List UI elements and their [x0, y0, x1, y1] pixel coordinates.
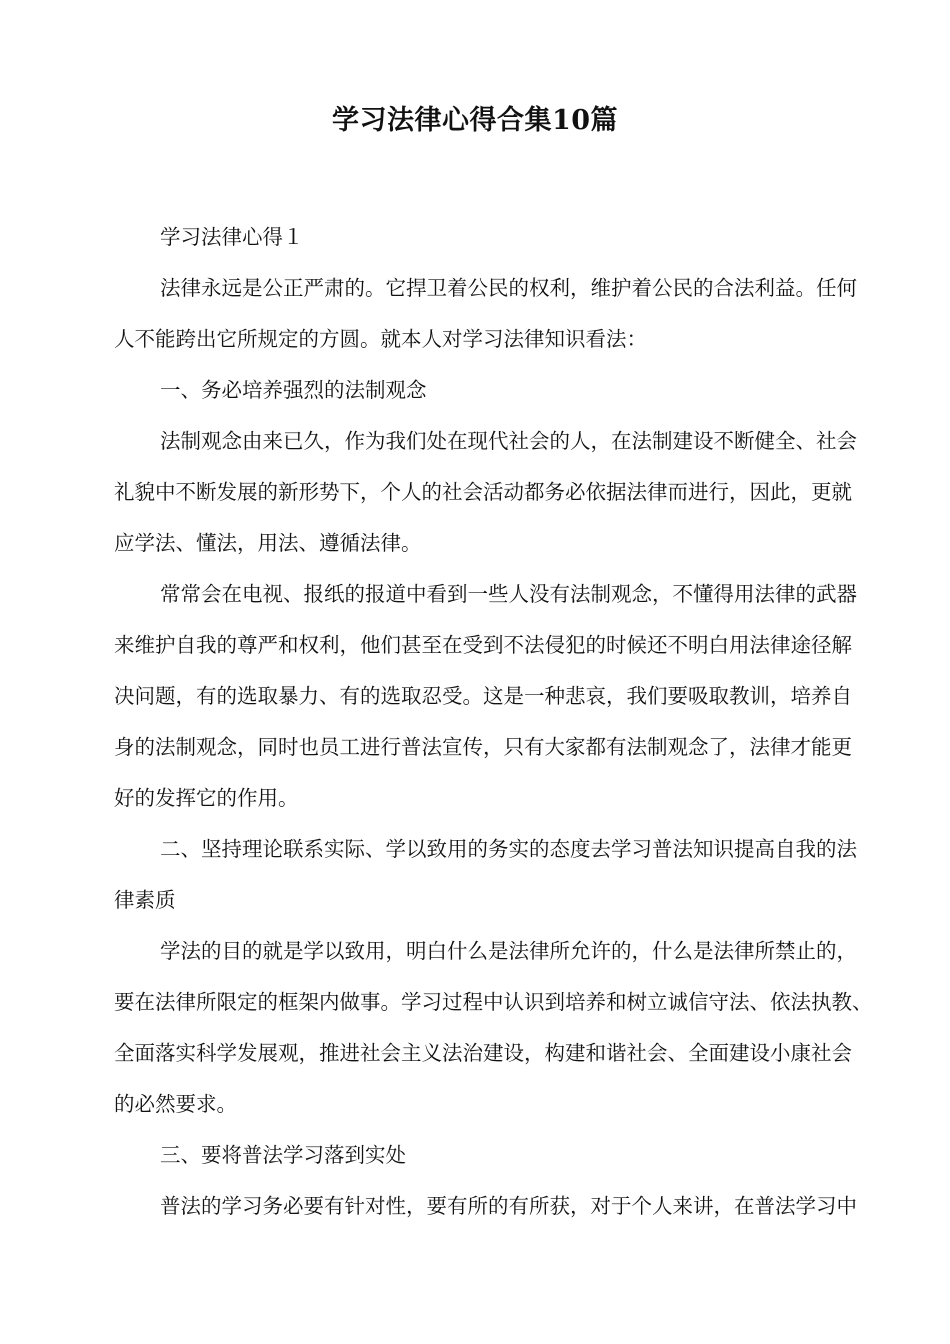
document-body: [68, 212, 884, 1232]
text-line: 应学法、懂法，用法、遵循法律。: [114, 531, 422, 555]
document-title: 学习法律心得合集10篇: [331, 105, 619, 136]
text-line: 要在法律所限定的框架内做事。学习过程中认识到培养和树立诚信守法、依法执教、: [114, 990, 873, 1014]
text-line: 好的发挥它的作用。: [114, 786, 299, 810]
text-line: 学习法律心得１: [160, 225, 304, 249]
text-line: 全面落实科学发展观，推进社会主义法治建设，构建和谐社会、全面建设小康社会: [114, 1041, 852, 1065]
paragraph-heading-1: [68, 212, 884, 263]
paragraph: [68, 263, 884, 365]
section-heading: [68, 365, 884, 416]
text-line: 人不能跨出它所规定的方圆。就本人对学习法律知识看法：: [114, 327, 647, 351]
text-line: 礼貌中不断发展的新形势下，个人的社会活动都务必依据法律而进行，因此，更就: [114, 480, 852, 504]
text-line: 法律永远是公正严肃的。它捍卫着公民的权利，维护着公民的合法利益。任何: [160, 276, 857, 300]
paragraph: [68, 416, 884, 569]
paragraph: [68, 1181, 884, 1232]
text-line: 来维护自我的尊严和权利，他们甚至在受到不法侵犯的时候还不明白用法律途径解: [114, 633, 852, 657]
section-heading: [68, 824, 884, 926]
paragraph: [68, 926, 884, 1130]
text-line: 一、务必培养强烈的法制观念: [160, 378, 427, 402]
text-line: 律素质: [114, 888, 176, 912]
text-line: 法制观念由来已久，作为我们处在现代社会的人，在法制建设不断健全、社会: [160, 429, 857, 453]
text-line: 普法的学习务必要有针对性，要有所的有所获，对于个人来讲，在普法学习中: [160, 1194, 857, 1218]
text-line: 二、坚持理论联系实际、学以致用的务实的态度去学习普法知识提高自我的法: [160, 837, 857, 861]
text-line: 学法的目的就是学以致用，明白什么是法律所允许的，什么是法律所禁止的，: [160, 939, 857, 963]
section-heading: [68, 1130, 884, 1181]
text-line: 决问题，有的选取暴力、有的选取忍受。这是一种悲哀，我们要吸取教训，培养自: [114, 684, 852, 708]
text-line: 常常会在电视、报纸的报道中看到一些人没有法制观念，不懂得用法律的武器: [160, 582, 857, 606]
paragraph: [68, 569, 884, 824]
text-line: 的必然要求。: [114, 1092, 237, 1116]
text-line: 身的法制观念，同时也员工进行普法宣传，只有大家都有法制观念了，法律才能更: [114, 735, 852, 759]
text-line: 三、要将普法学习落到实处: [160, 1143, 406, 1167]
